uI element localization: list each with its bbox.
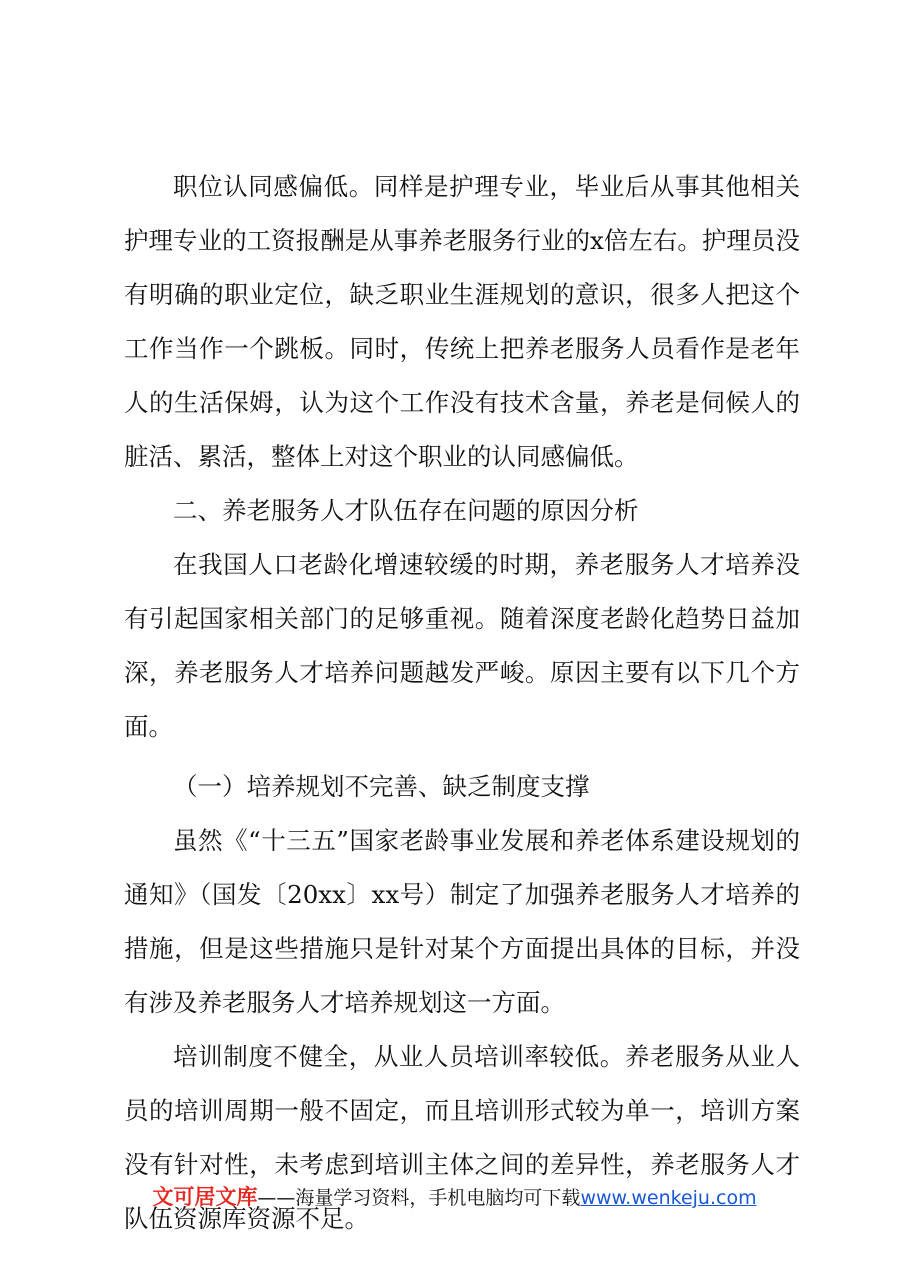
footer-slogan: ——海量学习资料，手机电脑均可下载 [257,1187,581,1209]
footer-url-link[interactable]: www.wenkeju.com [580,1187,757,1209]
paragraph-aging-background: 在我国人口老龄化增速较缓的时期，养老服务人才培养没有引起国家相关部门的足够重视。随着深度老龄化趋势日益加深，养老服务人才培养问题越发严峻。原因主要有以下几个方面。 [124,550,800,741]
paragraph-training-system: 培训制度不健全，从业人员培训率较低。养老服务从业人员的培训周期一般不固定，而且培训形式较为单一，培训方案没有针对性，未考虑到培训主体之间的差异性，养老服务人才队伍资源库资源不足。 [124,1042,800,1233]
document-body [124,160,800,1246]
paragraph-policy-notice: 虽然《“十三五”国家老龄事业发展和养老体系建设规划的通知》（国发〔20xx〕xx号）制定了加强养老服务人才培养的措施，但是这些措施只是针对某个方面提出具体的目标，并没有涉及养老服务人才培养规划这一方面。 [124,826,800,1017]
section-heading-cause-analysis: 二、养老服务人才队伍存在问题的原因分析 [173,496,639,525]
subheading-planning: （一）培养规划不完善、缺乏制度支撑 [173,772,590,801]
paragraph-job-recognition: 职位认同感偏低。同样是护理专业，毕业后从事其他相关护理专业的工资报酬是从事养老服务行业的x倍左右。护理员没有明确的职业定位，缺乏职业生涯规划的意识，很多人把这个工作当作一个跳板。同时，传统上把养老服务人员看作是老年人的生活保姆，认为这个工作没有技术含量，养老是伺候人的脏活、累活，整体上对这个职业的认同感偏低。 [124,172,800,471]
footer-banner [0,1181,909,1211]
footer-brand: 文可居文库 [152,1185,258,1209]
